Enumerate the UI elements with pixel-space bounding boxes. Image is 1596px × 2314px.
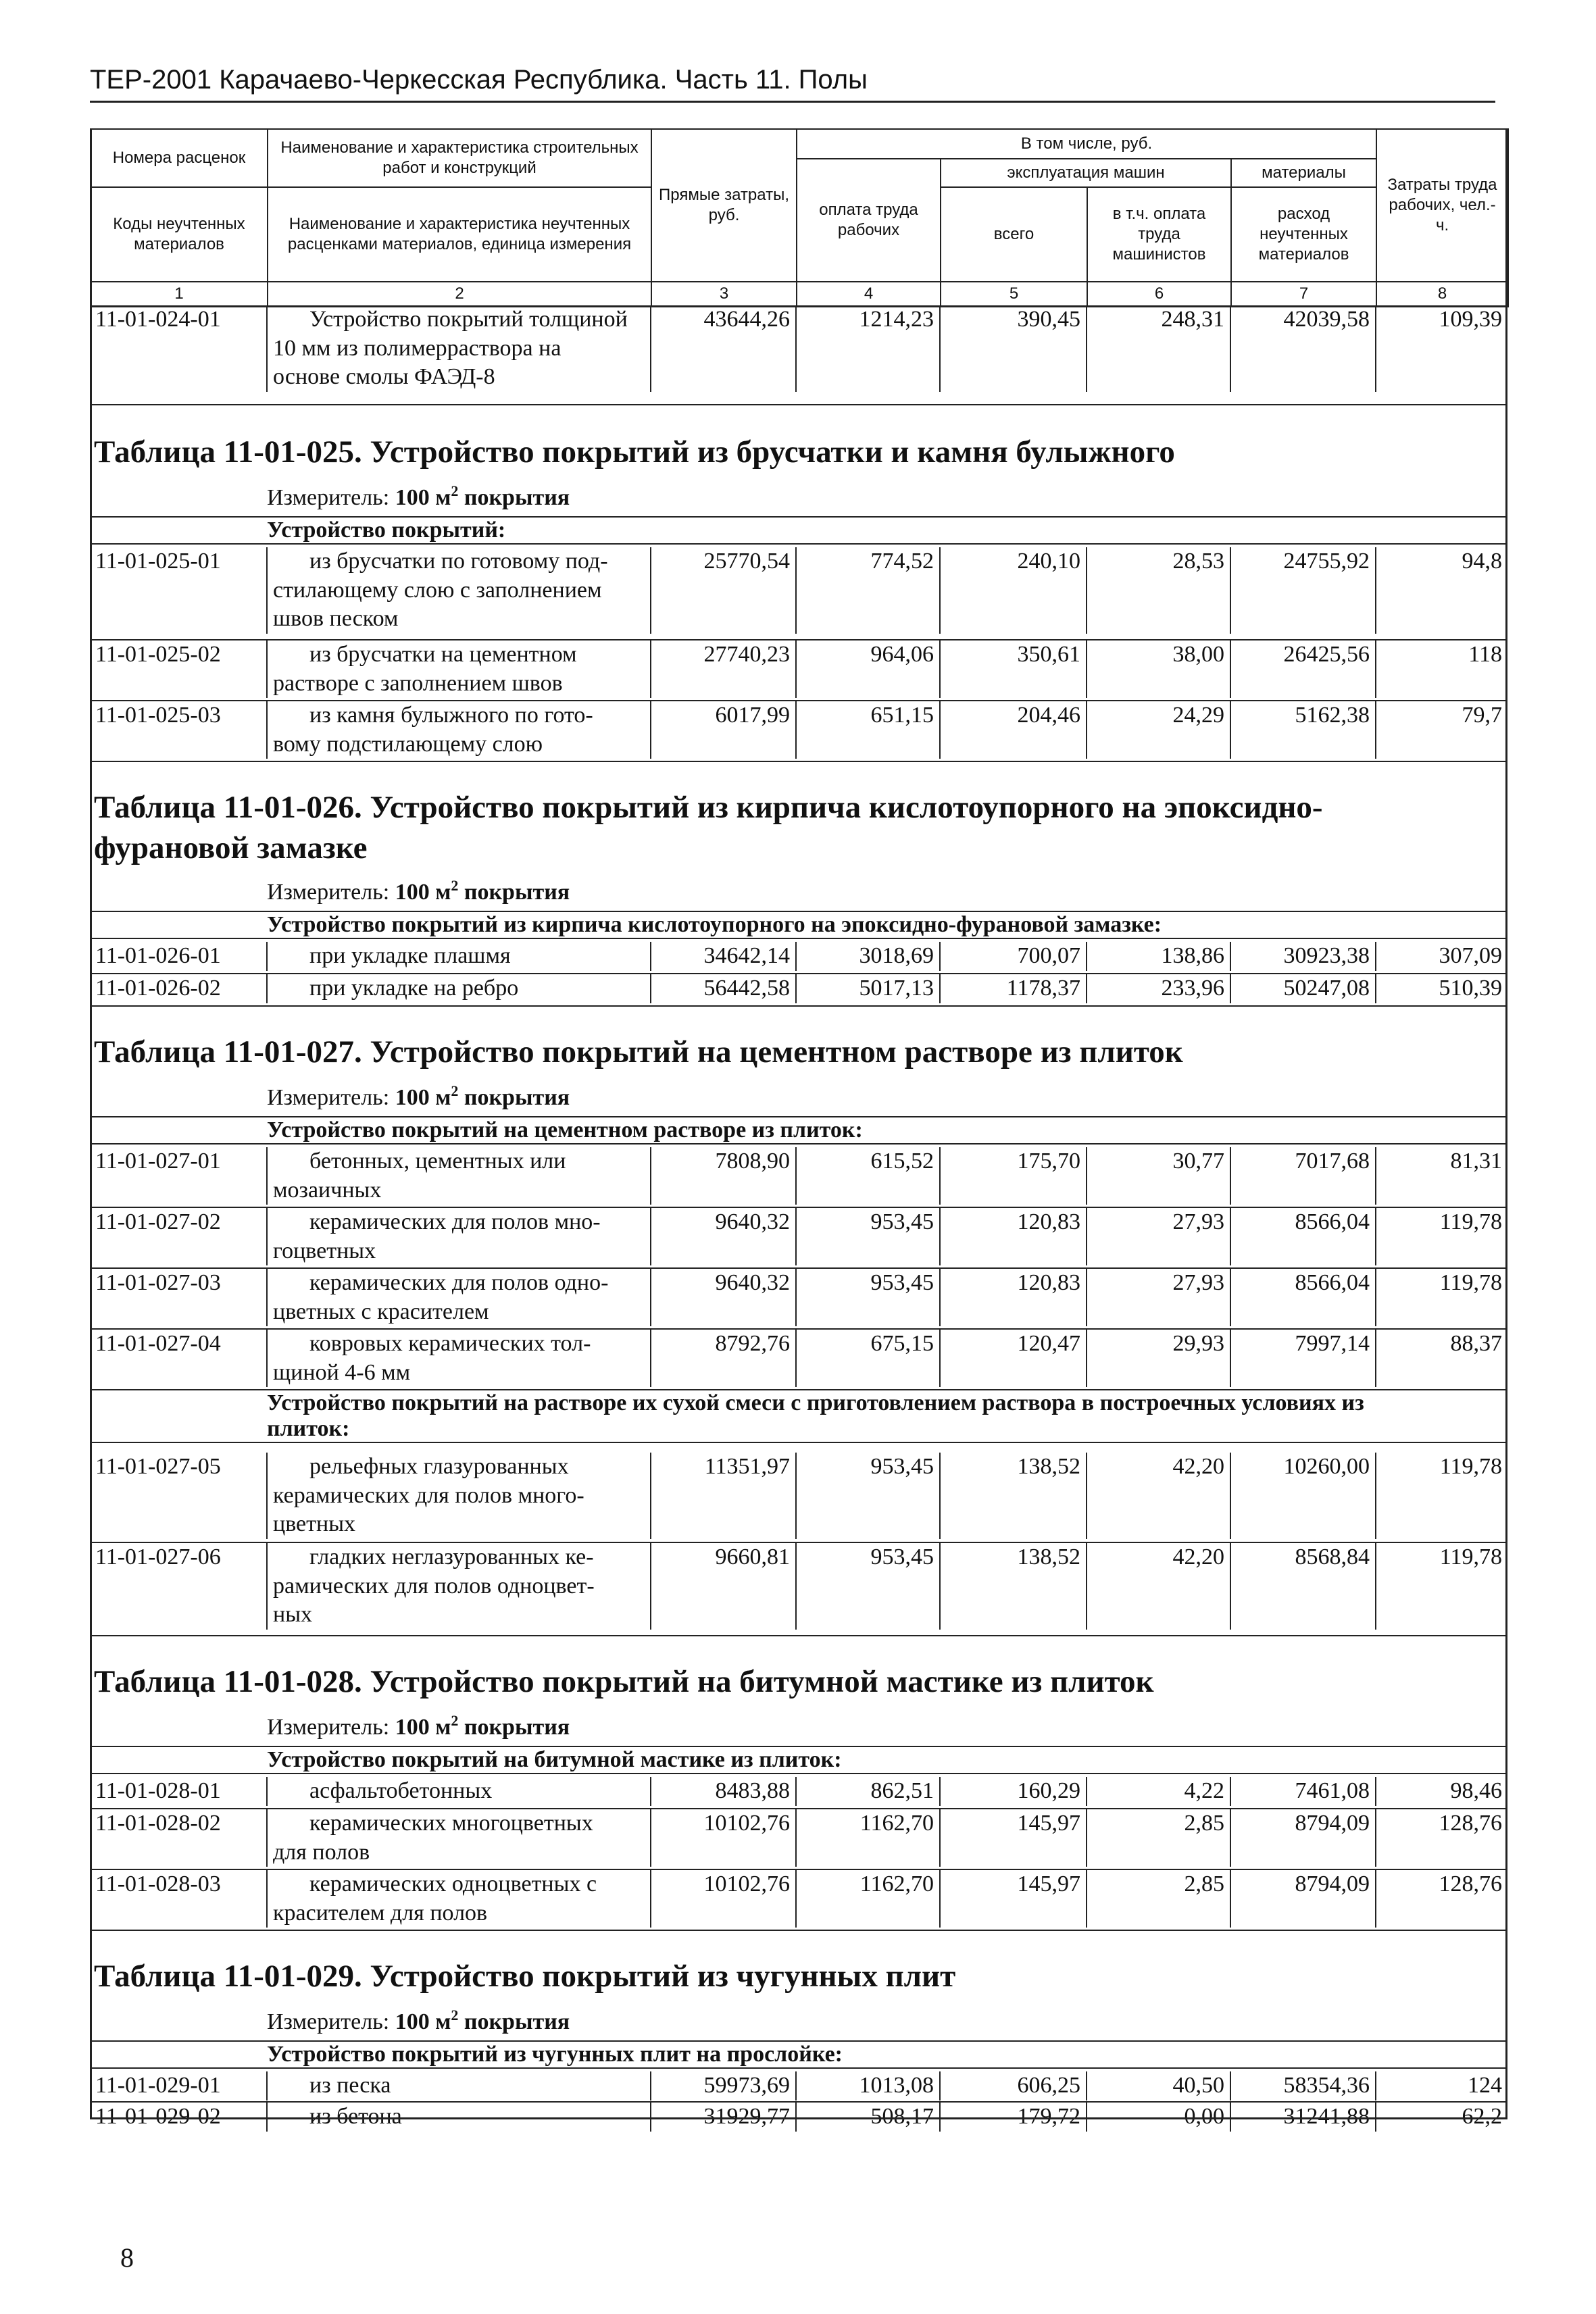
row-name-line: для полов	[273, 1839, 370, 1865]
row-name-line: мозаичных	[273, 1177, 382, 1203]
measure-value: 100 м	[395, 1085, 451, 1110]
row-value: 40,50	[1087, 2071, 1230, 2101]
row-value: 34642,14	[651, 942, 796, 971]
row-name-line: при укладке плашмя	[309, 943, 511, 968]
subheader: Устройство покрытий на битумной мастике из плиток:	[90, 1746, 1507, 1774]
row-value: 350,61	[940, 640, 1087, 698]
row-value: 42,20	[1087, 1453, 1230, 1539]
row-value: 8483,88	[651, 1777, 796, 1806]
col-number: 3	[651, 282, 797, 307]
row-value: 24755,92	[1230, 547, 1376, 634]
row-value: 3018,69	[796, 942, 940, 971]
row-name-line: керамических одноцветных с	[309, 1871, 597, 1896]
row-code: 11-01-029-02	[90, 2103, 267, 2132]
row-value: 120,47	[940, 1330, 1087, 1387]
row-value: 615,52	[796, 1147, 940, 1205]
row-name-line: ковровых керамических тол-	[309, 1331, 591, 1356]
row-value: 953,45	[796, 1208, 940, 1265]
row-value: 953,45	[796, 1543, 940, 1630]
row-name-line: вому подстилающему слою	[273, 731, 543, 757]
row-name-line: цветных	[273, 1511, 356, 1536]
row-value: 28,53	[1087, 547, 1230, 634]
header-group-machines: эксплуатация машин	[941, 159, 1231, 187]
measure-sup: 2	[451, 482, 459, 499]
row-name-line: цветных с красителем	[273, 1299, 489, 1324]
header-col2-bottom: Наименование и характеристика неучтенных расценками материалов, единица измерения	[268, 187, 651, 282]
row-value: 119,78	[1376, 1208, 1507, 1265]
row-value: 42,20	[1087, 1543, 1230, 1630]
row-value: 179,72	[940, 2103, 1087, 2132]
row-value: 2,85	[1087, 1870, 1230, 1928]
row-value: 675,15	[796, 1330, 940, 1387]
row-value: 31241,88	[1230, 2103, 1376, 2132]
row-value: 10260,00	[1230, 1453, 1376, 1539]
row-value: 510,39	[1376, 974, 1507, 1003]
row-value: 8792,76	[651, 1330, 796, 1387]
subheader-line: плиток:	[267, 1416, 350, 1441]
measure-label: Измеритель:	[267, 1715, 395, 1740]
row-value: 233,96	[1087, 974, 1230, 1003]
subheader: Устройство покрытий на цементном растворе из плиток:	[90, 1116, 1507, 1145]
row-value: 1178,37	[940, 974, 1087, 1003]
row-code: 11-01-025-03	[90, 701, 267, 759]
row-value: 0,00	[1087, 2103, 1230, 2132]
row-code: 11-01-027-04	[90, 1330, 267, 1387]
row-name-line: стилающему слою с заполнением	[273, 577, 602, 603]
row-value: 119,78	[1376, 1453, 1507, 1539]
row-code: 11-01-027-05	[90, 1453, 267, 1539]
col-number: 8	[1376, 282, 1508, 307]
row-name-line: из песка	[309, 2073, 391, 2098]
measure-value: 100 м	[395, 880, 451, 905]
row-value: 8794,09	[1230, 1809, 1376, 1867]
header-col7: расход неучтенных материалов	[1231, 187, 1376, 282]
header-col1-bottom: Коды неучтенных материалов	[91, 187, 268, 282]
page-header: ТЕР-2001 Карачаево-Черкесская Республика. Часть 11. Полы	[90, 65, 1495, 103]
header-group-materials: материалы	[1231, 159, 1376, 187]
row-value: 8794,09	[1230, 1870, 1376, 1928]
row-value: 10102,76	[651, 1809, 796, 1867]
row-value: 119,78	[1376, 1543, 1507, 1630]
col-number: 7	[1231, 282, 1376, 307]
row-code: 11-01-027-03	[90, 1269, 267, 1326]
row-value: 30923,38	[1230, 942, 1376, 971]
header-col1-top: Номера расценок	[91, 129, 268, 187]
measure-value: 100 м	[395, 485, 451, 510]
row-code: 11-01-027-02	[90, 1208, 267, 1265]
row-name-line: асфальтобетонных	[309, 1778, 493, 1803]
row-value: 30,77	[1087, 1147, 1230, 1205]
col-number: 1	[91, 282, 268, 307]
row-code: 11-01-029-01	[90, 2071, 267, 2101]
subheader-line: Устройство покрытий на растворе их сухой смеси с приготовлением раствора в построечных условиях из	[267, 1390, 1364, 1415]
row-value: 128,76	[1376, 1870, 1507, 1928]
measure-sup: 2	[451, 1712, 459, 1729]
row-value: 120,83	[940, 1208, 1087, 1265]
row-value: 38,00	[1087, 640, 1230, 698]
row-name-line: 10 мм из полимерраствора на	[273, 335, 562, 361]
row-name-line: керамических для полов много-	[273, 1482, 584, 1508]
row-value: 606,25	[940, 2071, 1087, 2101]
row-value: 25770,54	[651, 547, 796, 634]
row-name-line: швов песком	[273, 606, 399, 631]
table-title-029: Таблица 11-01-029. Устройство покрытий из чугунных плит	[94, 1959, 956, 1994]
row-name-line: из брусчатки по готовому под-	[309, 549, 608, 574]
subheader: Устройство покрытий:	[90, 516, 1507, 545]
row-code: 11-01-025-01	[90, 547, 267, 634]
row-value: 26425,56	[1230, 640, 1376, 698]
row-value: 31929,77	[651, 2103, 796, 2132]
table-title-026-cont: фурановой замазке	[94, 830, 368, 865]
header-group-main: В том числе, руб.	[797, 129, 1376, 159]
measure-label: Измеритель:	[267, 485, 395, 510]
row-name-line: щиной 4-6 мм	[273, 1359, 411, 1385]
row-value: 307,09	[1376, 942, 1507, 971]
row-value: 240,10	[940, 547, 1087, 634]
header-col4: оплата труда рабочих	[797, 159, 941, 282]
measure-suffix: покрытия	[458, 1085, 570, 1110]
row-value: 128,76	[1376, 1809, 1507, 1867]
row-code: 11-01-025-02	[90, 640, 267, 698]
row-code: 11-01-028-02	[90, 1809, 267, 1867]
measure-sup: 2	[451, 877, 459, 894]
table-title-027: Таблица 11-01-027. Устройство покрытий на цементном растворе из плиток	[94, 1034, 1183, 1070]
row-value: 5017,13	[796, 974, 940, 1003]
row-name-line: при укладке на ребро	[309, 976, 519, 1001]
row-value: 124	[1376, 2071, 1507, 2101]
row-value: 5162,38	[1230, 701, 1376, 759]
row-value: 700,07	[940, 942, 1087, 971]
row-value: 42039,58	[1230, 305, 1376, 392]
header-col2-top: Наименование и характеристика строительных работ и конструкций	[268, 129, 651, 187]
row-value: 118	[1376, 640, 1507, 698]
row-value: 120,83	[940, 1269, 1087, 1326]
subheader: Устройство покрытий из кирпича кислотоупорного на эпоксидно-фурановой замазке:	[90, 911, 1507, 939]
row-value: 138,52	[940, 1543, 1087, 1630]
row-value: 138,86	[1087, 942, 1230, 971]
row-code: 11-01-028-03	[90, 1870, 267, 1928]
measure-sup: 2	[451, 1082, 459, 1099]
row-value: 94,8	[1376, 547, 1507, 634]
row-value: 9660,81	[651, 1543, 796, 1630]
measure-suffix: покрытия	[458, 2009, 570, 2034]
row-name-line: из камня булыжного по гото-	[309, 703, 593, 728]
row-value: 58354,36	[1230, 2071, 1376, 2101]
row-code: 11-01-024-01	[90, 305, 267, 392]
row-value: 27,93	[1087, 1208, 1230, 1265]
row-name-line: основе смолы ФАЭД-8	[273, 364, 495, 389]
header-col5: всего	[941, 187, 1087, 282]
measure-suffix: покрытия	[458, 485, 570, 510]
row-name-line: гладких неглазурованных ке-	[309, 1544, 594, 1569]
row-name-line: из брусчатки на цементном	[309, 642, 577, 667]
row-code: 11-01-026-02	[90, 974, 267, 1003]
header-col6: в т.ч. оплата труда машинистов	[1087, 187, 1231, 282]
row-value: 8566,04	[1230, 1208, 1376, 1265]
row-value: 6017,99	[651, 701, 796, 759]
row-value: 953,45	[796, 1269, 940, 1326]
row-value: 204,46	[940, 701, 1087, 759]
row-value: 29,93	[1087, 1330, 1230, 1387]
row-value: 160,29	[940, 1777, 1087, 1806]
row-name-line: керамических для полов одно-	[309, 1270, 609, 1295]
row-code: 11-01-026-01	[90, 942, 267, 971]
row-value: 88,37	[1376, 1330, 1507, 1387]
table-frame	[90, 128, 1507, 2119]
subheader: Устройство покрытий из чугунных плит на прослойке:	[90, 2040, 1507, 2069]
col-number: 2	[268, 282, 651, 307]
row-value: 508,17	[796, 2103, 940, 2132]
measure-sup: 2	[451, 2007, 459, 2023]
row-code: 11-01-028-01	[90, 1777, 267, 1806]
row-value: 248,31	[1087, 305, 1230, 392]
row-value: 9640,32	[651, 1208, 796, 1265]
row-name-line: Устройство покрытий толщиной	[309, 307, 628, 332]
row-value: 862,51	[796, 1777, 940, 1806]
row-value: 1214,23	[796, 305, 940, 392]
table-title-025: Таблица 11-01-025. Устройство покрытий из брусчатки и камня булыжного	[94, 434, 1175, 470]
row-value: 119,78	[1376, 1269, 1507, 1326]
row-name-line: бетонных, цементных или	[309, 1149, 566, 1174]
row-value: 964,06	[796, 640, 940, 698]
row-value: 109,39	[1376, 305, 1507, 392]
row-value: 8566,04	[1230, 1269, 1376, 1326]
row-name-line: из бетона	[309, 2104, 402, 2129]
row-code: 11-01-027-01	[90, 1147, 267, 1205]
row-value: 56442,58	[651, 974, 796, 1003]
row-value: 98,46	[1376, 1777, 1507, 1806]
row-value: 7461,08	[1230, 1777, 1376, 1806]
row-value: 1162,70	[796, 1870, 940, 1928]
header-col8: Затраты труда рабочих, чел.-ч.	[1376, 129, 1508, 282]
measure-label: Измеритель:	[267, 880, 395, 905]
row-code: 11-01-027-06	[90, 1543, 267, 1630]
header-col3: Прямые затраты, руб.	[651, 129, 797, 282]
row-value: 10102,76	[651, 1870, 796, 1928]
row-name-line: гоцветных	[273, 1238, 376, 1263]
row-value: 62,2	[1376, 2103, 1507, 2132]
row-value: 1013,08	[796, 2071, 940, 2101]
measure-value: 100 м	[395, 1715, 451, 1740]
row-value: 43644,26	[651, 305, 796, 392]
table-title-028: Таблица 11-01-028. Устройство покрытий на битумной мастике из плиток	[94, 1664, 1154, 1699]
row-value: 11351,97	[651, 1453, 796, 1539]
row-value: 59973,69	[651, 2071, 796, 2101]
row-value: 4,22	[1087, 1777, 1230, 1806]
row-name-line: ных	[273, 1602, 313, 1627]
row-value: 145,97	[940, 1870, 1087, 1928]
row-value: 651,15	[796, 701, 940, 759]
row-value: 145,97	[940, 1809, 1087, 1867]
row-value: 50247,08	[1230, 974, 1376, 1003]
row-name-line: рельефных глазурованных	[309, 1454, 569, 1479]
row-value: 81,31	[1376, 1147, 1507, 1205]
table-title-026: Таблица 11-01-026. Устройство покрытий из кирпича кислотоупорного на эпоксидно-	[94, 790, 1323, 825]
measure-label: Измеритель:	[267, 2009, 395, 2034]
col-number: 5	[941, 282, 1087, 307]
col-number: 4	[797, 282, 941, 307]
row-value: 27,93	[1087, 1269, 1230, 1326]
row-name-line: растворе с заполнением швов	[273, 670, 563, 696]
measure-suffix: покрытия	[458, 880, 570, 905]
row-name-line: рамических для полов одноцвет-	[273, 1573, 595, 1599]
col-number: 6	[1087, 282, 1231, 307]
row-value: 8568,84	[1230, 1543, 1376, 1630]
row-value: 9640,32	[651, 1269, 796, 1326]
row-name-line: керамических для полов мно-	[309, 1209, 601, 1234]
row-value: 79,7	[1376, 701, 1507, 759]
row-value: 953,45	[796, 1453, 940, 1539]
page-number: 8	[120, 2242, 134, 2273]
measure-label: Измеритель:	[267, 1085, 395, 1110]
row-value: 774,52	[796, 547, 940, 634]
measure-value: 100 м	[395, 2009, 451, 2034]
row-value: 2,85	[1087, 1809, 1230, 1867]
row-value: 1162,70	[796, 1809, 940, 1867]
row-value: 24,29	[1087, 701, 1230, 759]
measure-suffix: покрытия	[458, 1715, 570, 1740]
row-name-line: керамических многоцветных	[309, 1811, 593, 1836]
row-value: 27740,23	[651, 640, 796, 698]
row-name-line: красителем для полов	[273, 1900, 488, 1926]
row-value: 390,45	[940, 305, 1087, 392]
row-value: 138,52	[940, 1453, 1087, 1539]
row-value: 7997,14	[1230, 1330, 1376, 1387]
row-value: 7808,90	[651, 1147, 796, 1205]
row-value: 7017,68	[1230, 1147, 1376, 1205]
row-value: 175,70	[940, 1147, 1087, 1205]
